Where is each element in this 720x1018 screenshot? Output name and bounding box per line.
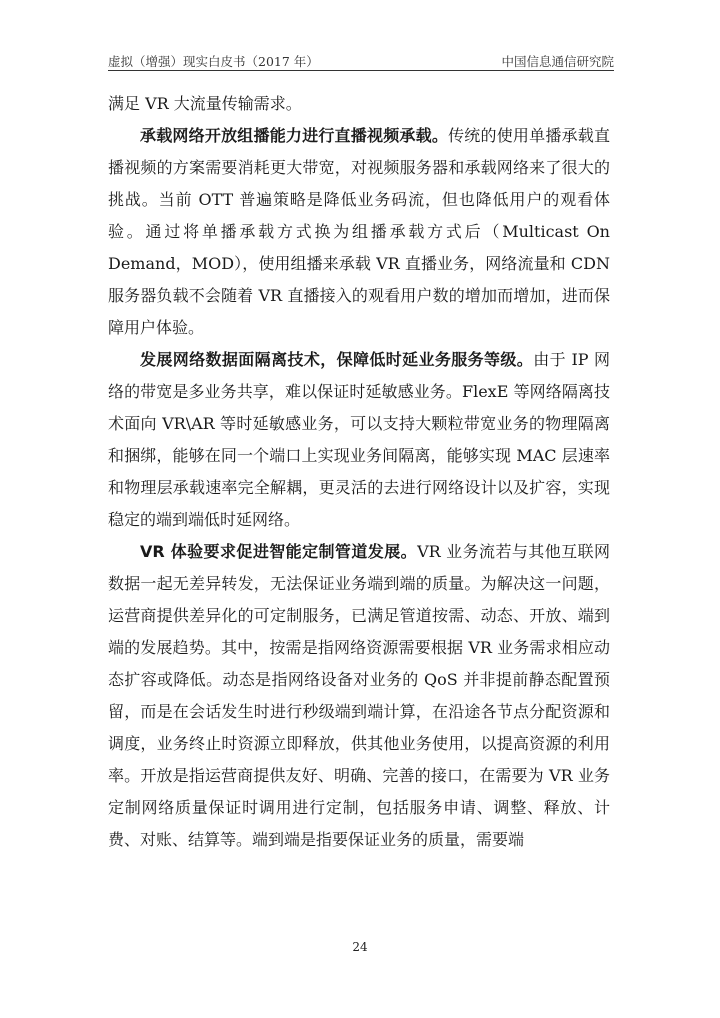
paragraph-smart-pipe — [108, 536, 610, 856]
paragraph-text: 由于 IP 网络的带宽是多业务共享，难以保证时延敏感业务。FlexE 等网络隔离技术面向 VR\AR 等时延敏感业务，可以支持大颗粒带宽业务的物理隔离和捆绑，能够在同一个端口上实现业务间隔离，能够实现 MAC 层速率和物理层承载速率完全解耦，更灵活的去进行网络设计以及扩容，实现稳定的端到端低时延网络。 — [108, 350, 610, 529]
paragraph-isolation — [108, 344, 610, 536]
page-header — [108, 48, 614, 71]
paragraph-multicast — [108, 120, 610, 344]
paragraph-continuation — [108, 88, 610, 120]
paragraph-text: 满足 VR 大流量传输需求。 — [108, 94, 302, 113]
header-document-title: 虚拟（增强）现实白皮书（2017 年） — [108, 54, 319, 69]
body-content — [108, 88, 610, 856]
paragraph-heading: 承载网络开放组播能力进行直播视频承载。 — [140, 126, 449, 145]
paragraph-heading: 发展网络数据面隔离技术，保障低时延业务服务等级。 — [140, 350, 534, 369]
header-organization: 中国信息通信研究院 — [501, 54, 614, 69]
paragraph-text: 传统的使用单播承载直播视频的方案需要消耗更大带宽，对视频服务器和承载网络来了很大的挑战。当前 OTT 普遍策略是降低业务码流，但也降低用户的观看体验。通过将单播承载方式换为组播承载方式后（Multicast On Demand，MOD），使用组播来承载 VR 直播业务，网络流量和 CDN 服务器负载不会随着 VR 直播接入的观看用户数的增加而增加，进而保障用户体验。 — [108, 126, 610, 337]
page-number: 24 — [352, 940, 368, 954]
paragraph-text: VR 业务流若与其他互联网数据一起无差异转发，无法保证业务端到端的质量。为解决这一问题，运营商提供差异化的可定制服务，已满足管道按需、动态、开放、端到端的发展趋势。其中，按需是指网络资源需要根据 VR 业务需求相应动态扩容或降低。动态是指网络设备对业务的 QoS 并非提前静态配置预留，而是在会话发生时进行秒级端到端计算，在沿途各节点分配资源和调度，业务终止时资源立即释放，供其他业务使用，以提高资源的利用率。开放是指运营商提供友好、明确、完善的接口，在需要为 VR 业务定制网络质量保证时调用进行定制，包括服务申请、调整、释放、计费、对账、结算等。端到端是指要保证业务的质量，需要端 — [108, 542, 610, 849]
paragraph-heading: VR 体验要求促进智能定制管道发展。 — [140, 542, 418, 561]
